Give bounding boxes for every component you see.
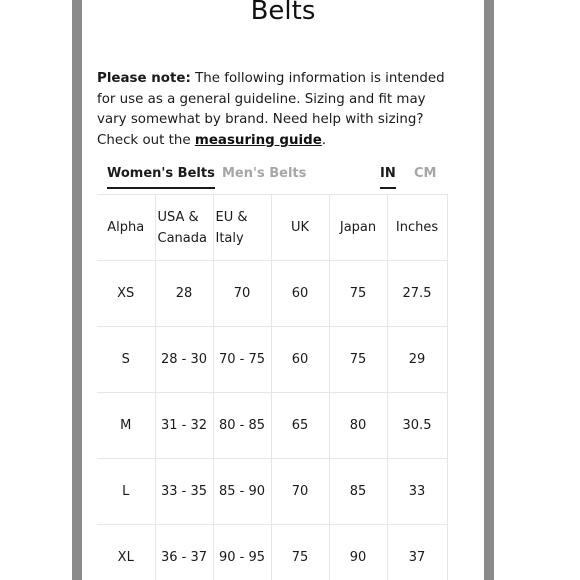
cell-usa: 28 - 30 (155, 327, 213, 393)
cell-eu: 70 (213, 261, 271, 327)
cell-usa: 28 (155, 261, 213, 327)
size-tabs (97, 166, 449, 194)
cell-alpha: XL (97, 525, 155, 580)
header-usa-canada (155, 195, 213, 261)
measuring-guide-link[interactable]: measuring guide (194, 132, 322, 148)
table-row (97, 261, 447, 327)
cell-uk: 65 (271, 393, 329, 459)
unit-toggle-cm[interactable]: CM (414, 166, 437, 181)
cell-japan: 75 (329, 261, 387, 327)
cell-alpha: S (97, 327, 155, 393)
note-end: . (321, 132, 327, 148)
tab-mens-belts[interactable]: Men's Belts (222, 166, 307, 181)
header-usa-line1: USA & (157, 209, 199, 225)
cell-inches: 27.5 (387, 261, 447, 327)
table-row (97, 525, 447, 580)
cell-japan: 85 (329, 459, 387, 525)
cell-alpha: XS (97, 261, 155, 327)
header-japan: Japan (329, 195, 387, 261)
tab-womens-belts[interactable]: Women's Belts (107, 166, 215, 189)
cell-alpha: M (97, 393, 155, 459)
table-row (97, 393, 447, 459)
header-alpha: Alpha (97, 195, 155, 261)
table-row (97, 327, 447, 393)
cell-inches: 33 (387, 459, 447, 525)
table-header-row (97, 195, 447, 261)
cell-alpha: L (97, 459, 155, 525)
cell-japan: 80 (329, 393, 387, 459)
cell-inches: 29 (387, 327, 447, 393)
cell-eu: 70 - 75 (213, 327, 271, 393)
sizing-note (97, 69, 457, 151)
header-inches: Inches (387, 195, 447, 261)
header-eu-line2: Italy (215, 230, 244, 246)
header-eu-line1: EU & (215, 209, 248, 225)
size-guide-panel (82, 0, 484, 580)
page-title: Belts (250, 0, 316, 26)
cell-uk: 70 (271, 459, 329, 525)
cell-usa: 36 - 37 (155, 525, 213, 580)
cell-usa: 31 - 32 (155, 393, 213, 459)
cell-eu: 80 - 85 (213, 393, 271, 459)
cell-japan: 90 (329, 525, 387, 580)
cell-inches: 37 (387, 525, 447, 580)
cell-usa: 33 - 35 (155, 459, 213, 525)
header-uk: UK (271, 195, 329, 261)
cell-eu: 85 - 90 (213, 459, 271, 525)
cell-uk: 60 (271, 261, 329, 327)
table-row (97, 459, 447, 525)
unit-toggle-in[interactable]: IN (380, 166, 396, 189)
cell-uk: 60 (271, 327, 329, 393)
note-text: The following information is intended for use as a general guideline. Sizing and fit may vary somewhat by brand. Need help with sizing? Check out the (97, 71, 445, 148)
header-usa-line2: Canada (157, 230, 207, 246)
size-chart-table (97, 194, 448, 580)
cell-uk: 75 (271, 525, 329, 580)
note-label: Please note: (97, 71, 191, 87)
cell-japan: 75 (329, 327, 387, 393)
cell-inches: 30.5 (387, 393, 447, 459)
cell-eu: 90 - 95 (213, 525, 271, 580)
header-eu-italy (213, 195, 271, 261)
